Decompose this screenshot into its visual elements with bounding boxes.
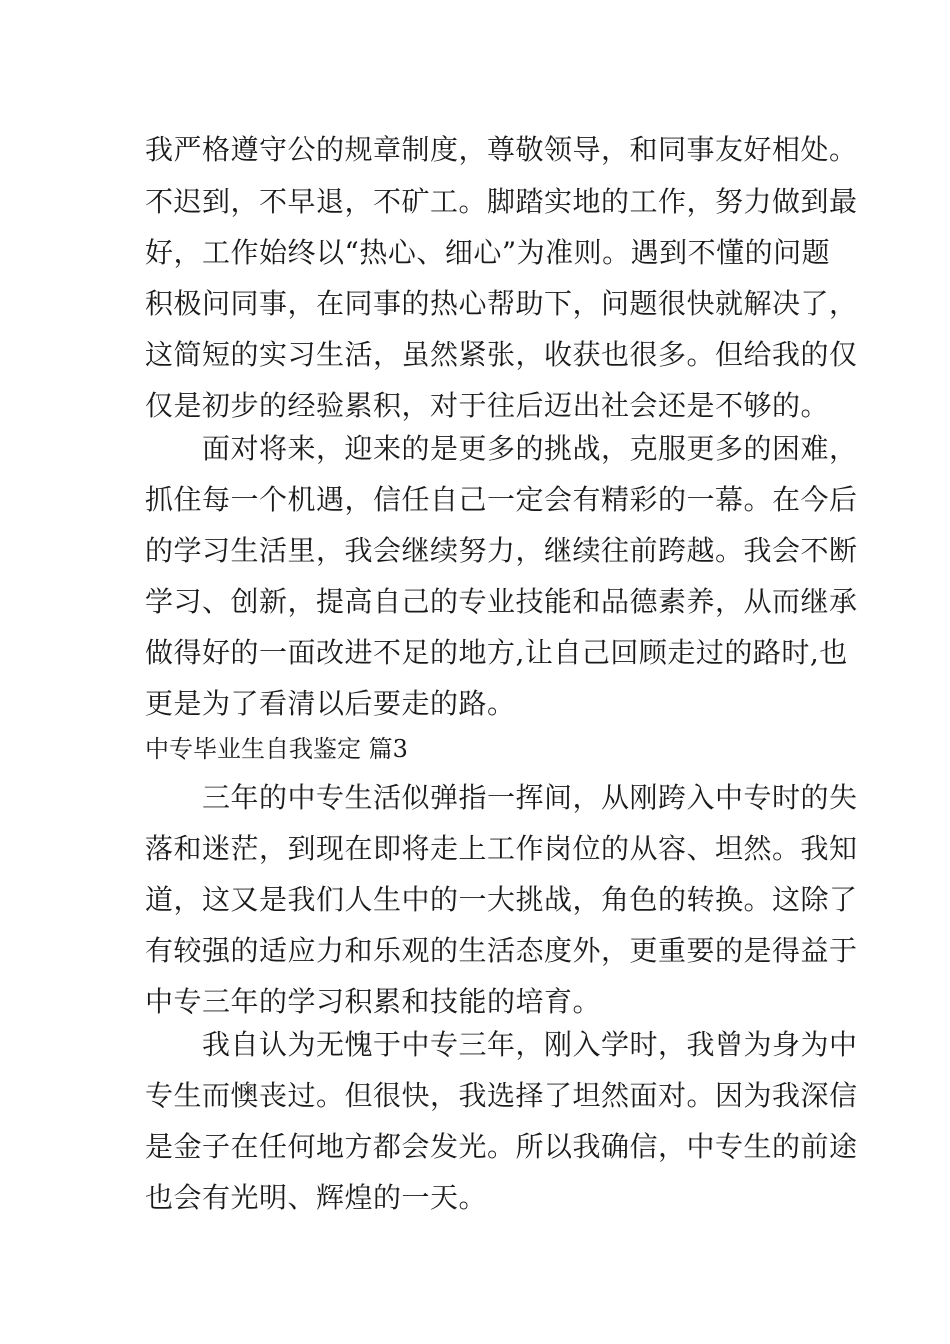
paragraph-line: 学习、创新，提高自己的专业技能和品德素养，从而继承	[145, 585, 858, 618]
paragraph-line: 落和迷茫，到现在即将走上工作岗位的从容、坦然。我知	[145, 832, 858, 865]
paragraph-line: 道，这又是我们人生中的一大挑战，角色的转换。这除了	[145, 883, 858, 916]
paragraph-line: 是金子在任何地方都会发光。所以我确信，中专生的前途	[145, 1130, 858, 1163]
paragraph-line: 专生而懊丧过。但很快，我选择了坦然面对。因为我深信	[145, 1079, 858, 1112]
paragraph-line: 三年的中专生活似弹指一挥间，从刚跨入中专时的失	[145, 781, 858, 814]
paragraph-line: 也会有光明、辉煌的一天。	[145, 1181, 488, 1214]
paragraph-line: 面对将来，迎来的是更多的挑战，克服更多的困难，	[145, 432, 858, 465]
paragraph-line: 不迟到，不早退，不矿工。脚踏实地的工作，努力做到最	[145, 185, 858, 218]
paragraph-line: 好，工作始终以“热心、细心”为准则。遇到不懂的问题	[145, 236, 831, 269]
paragraph-line: 我自认为无愧于中专三年，刚入学时，我曾为身为中	[145, 1028, 858, 1061]
paragraph-line: 这简短的实习生活，虽然紧张，收获也很多。但给我的仅	[145, 338, 858, 371]
paragraph-line: 我严格遵守公的规章制度，尊敬领导，和同事友好相处。	[145, 133, 858, 166]
paragraph-line: 的学习生活里，我会继续努力，继续往前跨越。我会不断	[145, 534, 858, 567]
section-heading: 中专毕业生自我鉴定 篇3	[145, 735, 408, 763]
paragraph-line: 仅是初步的经验累积，对于往后迈出社会还是不够的。	[145, 389, 830, 422]
paragraph-line: 积极问同事，在同事的热心帮助下，问题很快就解决了，	[145, 287, 858, 320]
paragraph-line: 做得好的一面改进不足的地方,让自己回顾走过的路时,也	[145, 636, 848, 669]
paragraph-line: 更是为了看清以后要走的路。	[145, 687, 516, 720]
paragraph-line: 中专三年的学习积累和技能的培育。	[145, 985, 602, 1018]
paragraph-line: 有较强的适应力和乐观的生活态度外，更重要的是得益于	[145, 934, 858, 967]
paragraph-line: 抓住每一个机遇，信任自己一定会有精彩的一幕。在今后	[145, 483, 858, 516]
